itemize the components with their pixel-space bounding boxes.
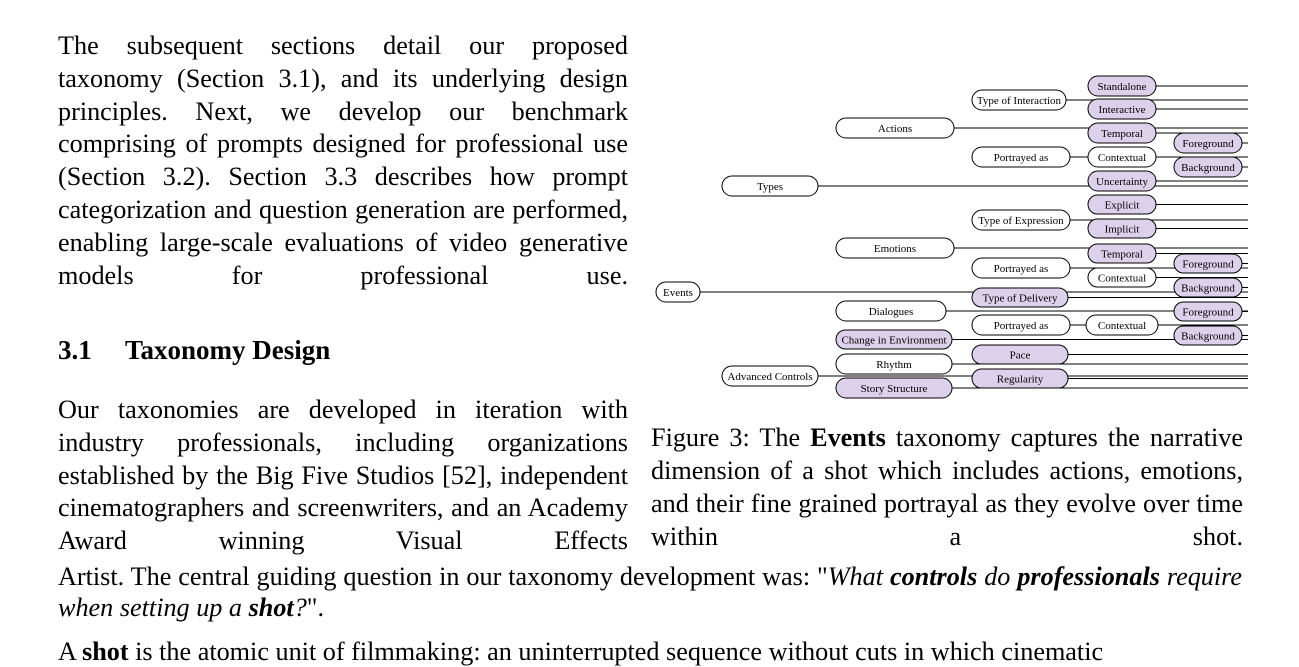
node-implicit bbox=[1088, 219, 1156, 238]
svg-text:Temporal: Temporal bbox=[1101, 248, 1143, 261]
node-temporal bbox=[1088, 123, 1156, 143]
section-heading bbox=[58, 333, 330, 367]
svg-text:Actions: Actions bbox=[877, 123, 913, 135]
svg-text:Background: Background bbox=[1181, 282, 1235, 295]
node-explicit bbox=[1088, 195, 1156, 214]
svg-text:Portrayed as: Portrayed as bbox=[993, 263, 1049, 275]
svg-text:Foreground: Foreground bbox=[1182, 138, 1234, 150]
caption-prefix: Figure 3: The bbox=[651, 423, 811, 452]
svg-text:Type of Expression: Type of Expression bbox=[978, 215, 1064, 227]
caption-bold: Events bbox=[810, 423, 886, 452]
svg-text:Story Structure: Story Structure bbox=[860, 383, 928, 395]
node-portrayed-as bbox=[972, 147, 1070, 167]
svg-text:Pace: Pace bbox=[1009, 349, 1031, 362]
svg-text:Portrayed as: Portrayed as bbox=[993, 320, 1049, 332]
node-emotions bbox=[836, 238, 954, 258]
svg-text:Type of Interaction: Type of Interaction bbox=[976, 95, 1062, 107]
svg-text:Change in Environment: Change in Environment bbox=[841, 334, 947, 347]
node-contextual bbox=[1088, 147, 1156, 167]
svg-text:Uncertainty: Uncertainty bbox=[1096, 176, 1148, 188]
svg-text:Types: Types bbox=[756, 181, 784, 193]
question-professionals: professionals bbox=[1017, 562, 1160, 591]
svg-text:Events: Events bbox=[663, 287, 693, 299]
svg-text:Contextual: Contextual bbox=[1097, 320, 1147, 332]
node-actions bbox=[836, 118, 954, 138]
node-foreground bbox=[1174, 302, 1242, 321]
question-what: What bbox=[827, 562, 890, 591]
node-portrayed-as bbox=[972, 258, 1070, 278]
figure-caption bbox=[651, 421, 1243, 586]
node-temporal bbox=[1088, 244, 1156, 263]
node-interactive bbox=[1088, 99, 1156, 119]
events-taxonomy-diagram bbox=[648, 70, 1248, 405]
question-do: do bbox=[977, 562, 1018, 591]
node-background bbox=[1174, 326, 1242, 345]
section-title: Taxonomy Design bbox=[125, 335, 331, 365]
question-require: require when setting up a bbox=[58, 562, 1243, 622]
svg-text:Foreground: Foreground bbox=[1182, 258, 1234, 271]
shot-text-a: A bbox=[58, 637, 83, 666]
node-background bbox=[1174, 278, 1242, 297]
continuation-end: ". bbox=[306, 593, 325, 622]
taxonomy-paragraph: Our taxonomies are developed in iteration with industry professionals, including organizations established by the Big Five Studios [52], independent cinematographers and screenwriters, and an Academy Award winning Visual Effects bbox=[58, 395, 628, 556]
node-contextual bbox=[1088, 268, 1156, 287]
svg-text:Interactive: Interactive bbox=[1098, 104, 1146, 116]
node-uncertainty bbox=[1088, 171, 1156, 191]
node-rhythm bbox=[836, 354, 952, 374]
node-type-of-expression bbox=[972, 210, 1070, 230]
caption-rest: taxonomy captures the narrative dimension of a shot which includes actions, emotions, and their fine grained portrayal as they evolve over time within a shot. bbox=[651, 423, 1244, 551]
node-contextual bbox=[1086, 315, 1158, 335]
svg-text:Foreground: Foreground bbox=[1182, 306, 1234, 319]
node-types bbox=[722, 176, 818, 196]
svg-text:Explicit: Explicit bbox=[1104, 199, 1140, 212]
svg-text:Emotions: Emotions bbox=[873, 243, 917, 255]
section-number: 3.1 bbox=[58, 335, 92, 365]
question-controls: controls bbox=[889, 562, 978, 591]
svg-text:Portrayed as: Portrayed as bbox=[993, 152, 1049, 164]
node-foreground bbox=[1174, 133, 1242, 153]
node-regularity bbox=[972, 369, 1068, 388]
node-background bbox=[1174, 157, 1242, 177]
node-dialogues bbox=[836, 301, 946, 321]
svg-text:Background: Background bbox=[1181, 162, 1235, 174]
svg-text:Contextual: Contextual bbox=[1097, 272, 1147, 285]
node-story-structure bbox=[836, 378, 952, 398]
svg-text:Rhythm: Rhythm bbox=[876, 359, 912, 371]
svg-text:Implicit: Implicit bbox=[1104, 223, 1140, 236]
node-pace bbox=[972, 345, 1068, 364]
node-advanced-controls bbox=[722, 366, 818, 386]
svg-text:Temporal: Temporal bbox=[1101, 128, 1143, 140]
question-mark: ? bbox=[293, 593, 307, 622]
shot-term: shot bbox=[82, 637, 129, 666]
intro-paragraph: The subsequent sections detail our proposed taxonomy (Section 3.1), and its underlying design principles. Next, we develop our benchmark comprising of prompts designed for professional use (Section 3.2). Section 3.3 describes how prompt categorization and question generation are performed, enabling large-scale evaluations of video generative models for professional use. bbox=[58, 31, 628, 290]
svg-text:Standalone: Standalone bbox=[1097, 81, 1147, 93]
node-foreground bbox=[1174, 254, 1242, 273]
node-standalone bbox=[1088, 76, 1156, 96]
shot-text-b: is the atomic unit of filmmaking: an uninterrupted sequence without cuts in which cinematic bbox=[128, 637, 1104, 666]
question-shot: shot bbox=[248, 593, 294, 622]
node-portrayed-as bbox=[972, 315, 1070, 335]
svg-text:Regularity: Regularity bbox=[996, 373, 1044, 386]
svg-text:Type of Delivery: Type of Delivery bbox=[982, 292, 1058, 305]
svg-text:Dialogues: Dialogues bbox=[868, 306, 914, 318]
node-change-env bbox=[836, 330, 952, 349]
continuation-text: Artist. The central guiding question in our taxonomy development was: " bbox=[58, 562, 828, 591]
node-type-of-delivery bbox=[972, 288, 1068, 307]
node-events bbox=[656, 282, 700, 302]
svg-text:Contextual: Contextual bbox=[1097, 152, 1147, 164]
svg-text:Background: Background bbox=[1181, 330, 1235, 343]
svg-text:Advanced Controls: Advanced Controls bbox=[727, 371, 813, 383]
node-type-of-interaction bbox=[972, 90, 1066, 110]
